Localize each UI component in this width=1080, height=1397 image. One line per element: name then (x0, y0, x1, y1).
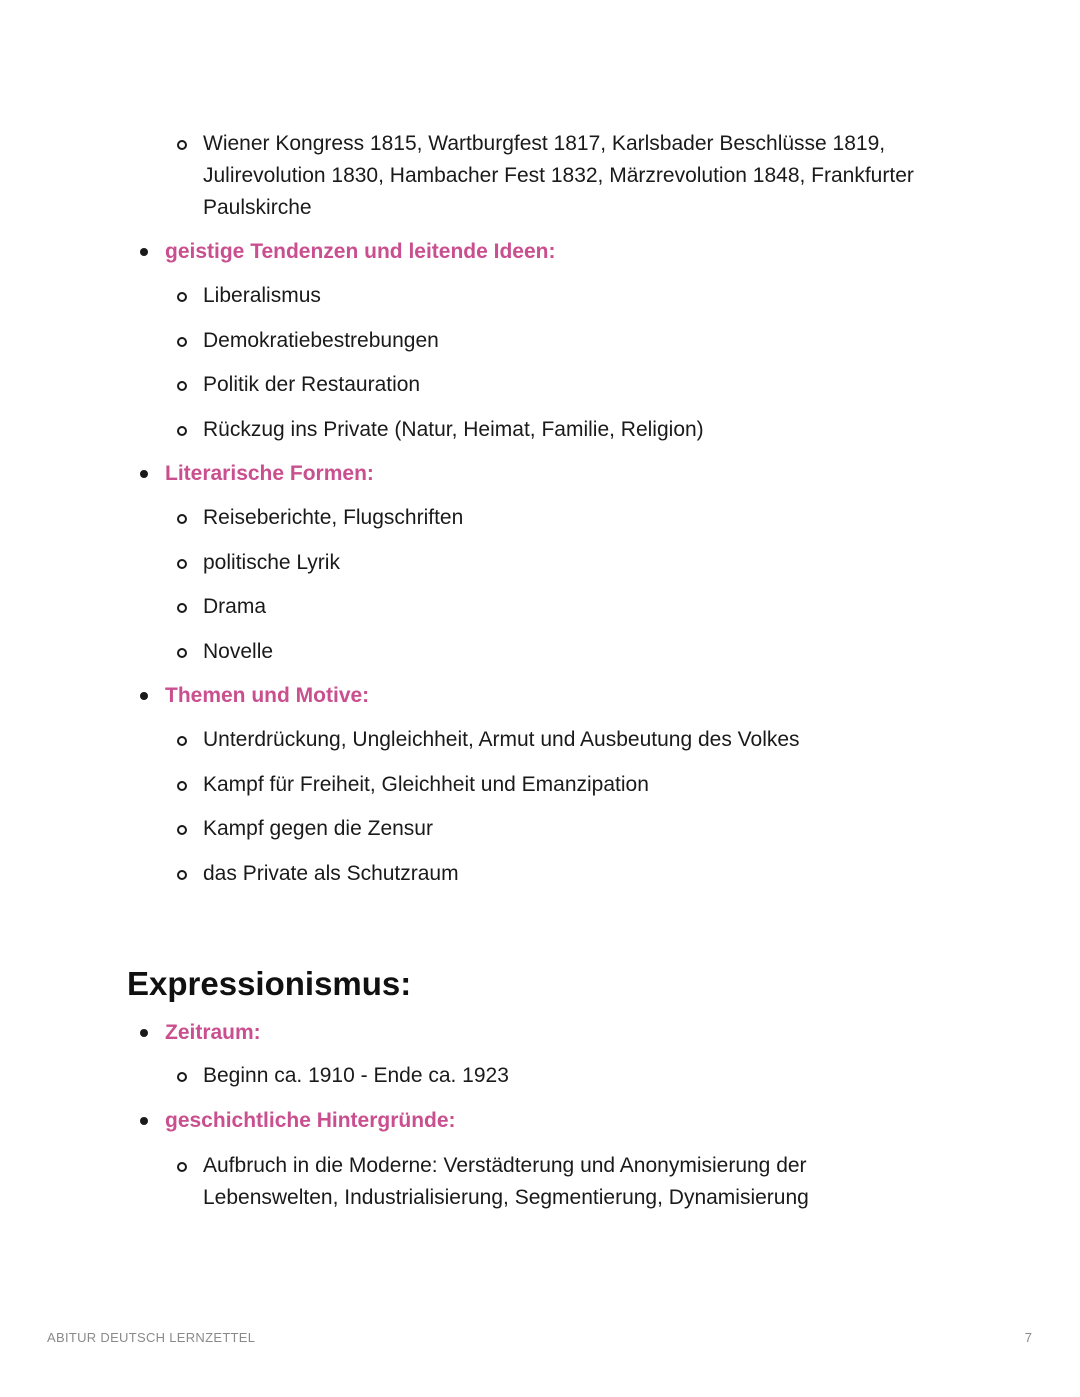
page-number: 7 (1024, 1330, 1032, 1345)
list-item: Novelle (203, 636, 273, 668)
list-item: Liberalismus (203, 280, 321, 312)
list-item: Unterdrückung, Ungleichheit, Armut und Ausbeutung des Volkes (203, 724, 800, 756)
list-item: Politik der Restauration (203, 369, 420, 401)
list-item: Kampf gegen die Zensur (203, 813, 433, 845)
footer-title: ABITUR DEUTSCH LERNZETTEL (47, 1330, 256, 1345)
list-item: das Private als Schutzraum (203, 858, 459, 890)
list-item: Drama (203, 591, 266, 623)
section-label-ideen: geistige Tendenzen und leitende Ideen: (165, 237, 556, 267)
section-label-motive: Themen und Motive: (165, 681, 369, 711)
section-label-zeitraum: Zeitraum: (165, 1018, 261, 1048)
list-item: Demokratiebestrebungen (203, 325, 439, 357)
list-item: Wiener Kongress 1815, Wartburgfest 1817, Karlsbader Beschlüsse 1819, Julirevolution 1830, Hambacher Fest 1832, Märzrevolution 1848, Frankfurter Paulskirche (203, 128, 923, 224)
section-label-formen: Literarische Formen: (165, 459, 374, 489)
list-item: Kampf für Freiheit, Gleichheit und Emanzipation (203, 769, 649, 801)
section-heading: Expressionismus: (127, 965, 412, 1002)
list-item: Reiseberichte, Flugschriften (203, 502, 463, 534)
list-item: Aufbruch in die Moderne: Verstädterung und Anonymisierung der Lebenswelten, Industrialisierung, Segmentierung, Dynamisierung (203, 1150, 883, 1214)
list-item: politische Lyrik (203, 547, 340, 579)
section-label-hintergruende: geschichtliche Hintergründe: (165, 1106, 456, 1136)
list-item: Beginn ca. 1910 - Ende ca. 1923 (203, 1060, 509, 1092)
list-item: Rückzug ins Private (Natur, Heimat, Familie, Religion) (203, 414, 704, 446)
